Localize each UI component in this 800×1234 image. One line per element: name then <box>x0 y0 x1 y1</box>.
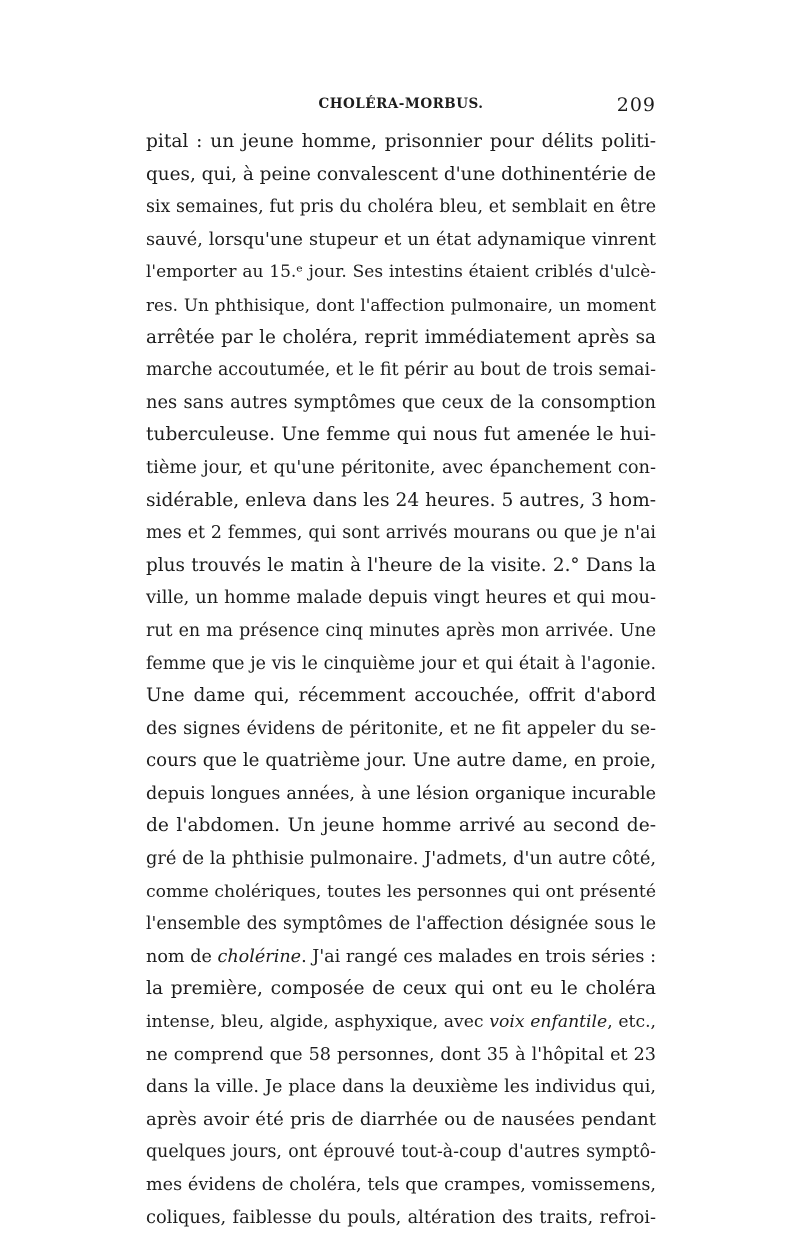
text-line: de l'abdomen. Un jeune homme arrivé au second de- <box>146 815 656 837</box>
text-line: nom de cholérine. J'ai rangé ces malades en trois séries : <box>146 946 656 967</box>
text-line: intense, bleu, algide, asphyxique, avec voix enfantile, etc., <box>146 1012 657 1033</box>
page-number: 209 <box>616 94 656 116</box>
text-line: l'emporter au 15.ᵉ jour. Ses intestins étaient criblés d'ulcè- <box>146 262 656 283</box>
text-line: ne comprend que 58 personnes, dont 35 à l'hôpital et 23 <box>146 1044 656 1065</box>
text-line: plus trouvés le matin à l'heure de la visite. 2.° Dans la <box>146 554 656 576</box>
text-line: comme cholériques, toutes les personnes qui ont présenté <box>146 881 656 902</box>
text-line: six semaines, fut pris du choléra bleu, et semblait en être <box>146 197 656 218</box>
text-line: nes sans autres symptômes que ceux de la consomption <box>146 391 656 413</box>
text-line: pital : un jeune homme, prisonnier pour délits politi- <box>146 131 656 152</box>
running-head <box>146 96 656 120</box>
body-text <box>146 126 656 1234</box>
text-line: sauvé, lorsqu'une stupeur et un état adynamique vinrent <box>146 229 656 250</box>
text-line: rut en ma présence cinq minutes après mon arrivée. Une <box>146 620 656 641</box>
text-line: femme que je vis le cinquième jour et qui était à l'agonie. <box>146 653 656 674</box>
text-line: gré de la phthisie pulmonaire. J'admets, d'un autre côté, <box>146 848 656 870</box>
italic-term: voix enfantile <box>489 1012 608 1033</box>
text-line: cours que le quatrième jour. Une autre dame, en proie, <box>146 750 656 772</box>
text-line: ques, qui, à peine convalescent d'une dothinentérie de <box>146 163 656 185</box>
text-line: mes évidens de choléra, tels que crampes, vomissemens, <box>146 1175 656 1195</box>
text-line: Une dame qui, récemment accouchée, offrit d'abord <box>146 685 656 707</box>
text-line: ville, un homme malade depuis vingt heures et qui mou- <box>146 587 656 609</box>
text-line: mes et 2 femmes, qui sont arrivés mourans ou que je n'ai <box>146 523 656 544</box>
text-line: res. Un phthisique, dont l'affection pulmonaire, un moment <box>146 294 656 315</box>
text-line: tième jour, et qu'une péritonite, avec épanchement con- <box>146 456 656 478</box>
text-line: sidérable, enleva dans les 24 heures. 5 autres, 3 hom- <box>146 489 656 511</box>
text-line: arrêtée par le choléra, reprit immédiatement après sa <box>146 326 656 348</box>
text-line: l'ensemble des symptômes de l'affection désignée sous le <box>146 914 656 935</box>
text-line: des signes évidens de péritonite, et ne fit appeler du se- <box>146 717 656 739</box>
text-line: quelques jours, ont éprouvé tout-à-coup d'autres symptô- <box>146 1142 656 1163</box>
text-line: la première, composée de ceux qui ont eu le choléra <box>146 978 656 1000</box>
text-line: après avoir été pris de diarrhée ou de nausées pendant <box>146 1108 656 1130</box>
text-line: dans la ville. Je place dans la deuxième les individus qui, <box>146 1077 656 1098</box>
text-line: marche accoutumée, et le fit périr au bout de trois semai- <box>146 360 656 381</box>
italic-term: cholérine <box>217 946 302 967</box>
text-line: coliques, faiblesse du pouls, altération des traits, refroi- <box>146 1206 656 1228</box>
running-title: CHOLÉRA-MORBUS. <box>318 96 484 112</box>
text-line: depuis longues années, à une lésion organique incurable <box>146 783 656 804</box>
text-line: tuberculeuse. Une femme qui nous fut amenée le hui- <box>146 424 656 446</box>
